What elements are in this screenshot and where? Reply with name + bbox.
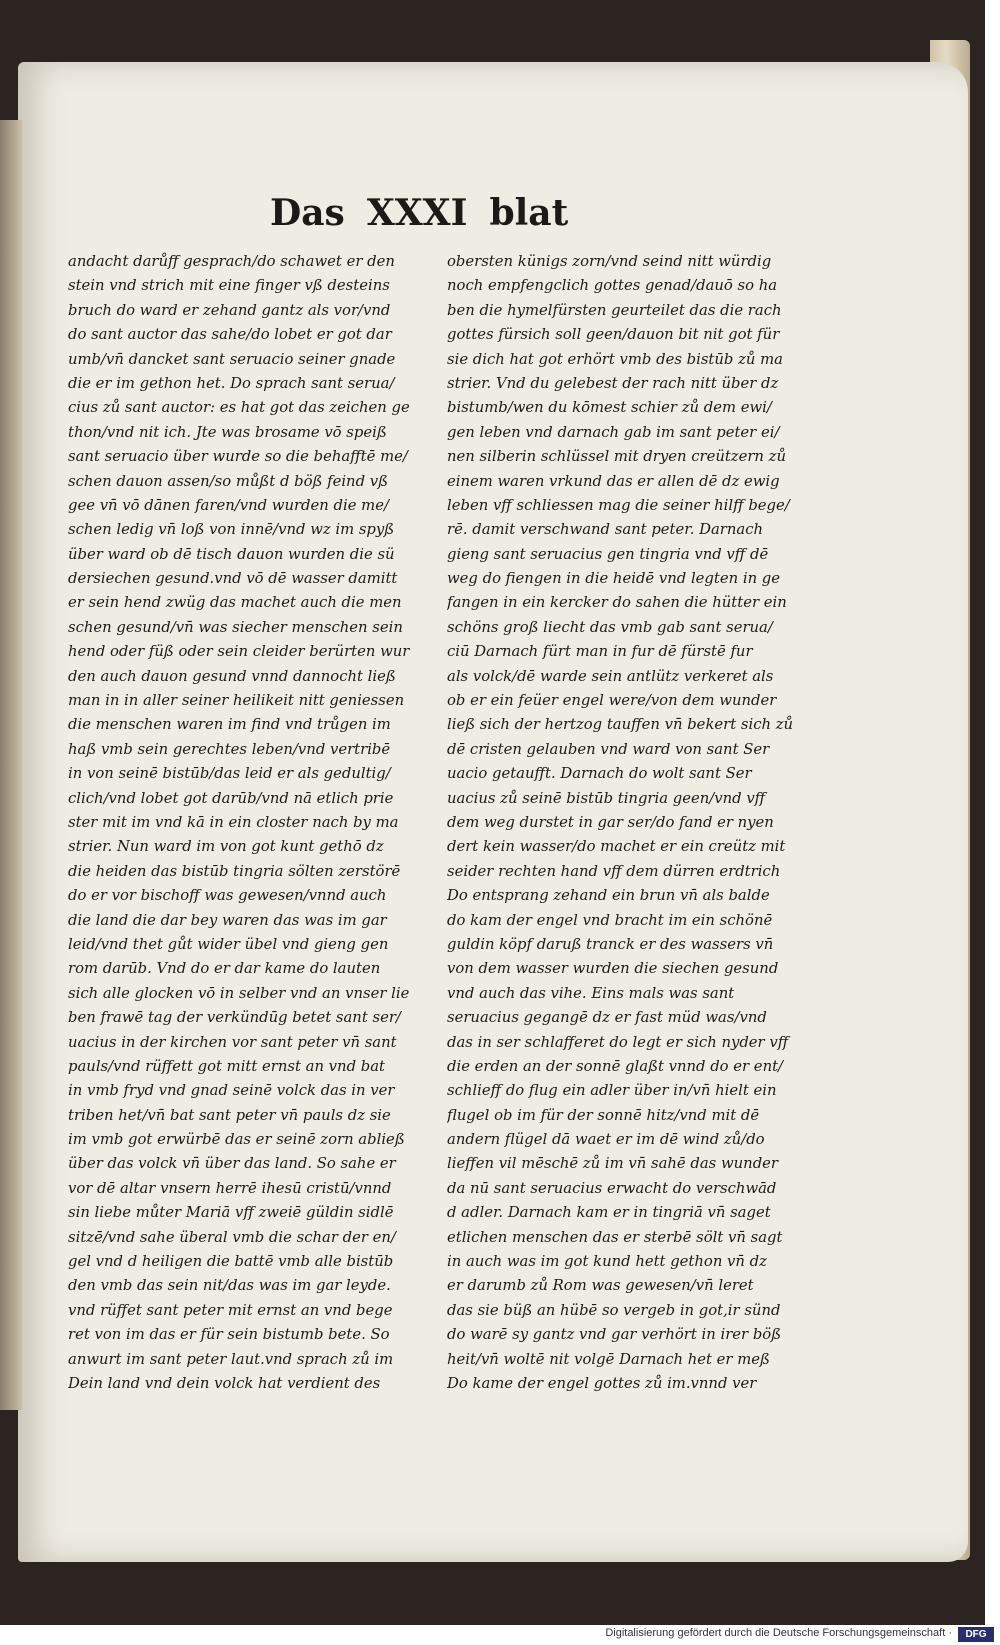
text-line: das in ser schlafferet do legt er sich nyder vff xyxy=(447,1033,789,1051)
text-line: über das volck vn̄ über das land. So sahe er xyxy=(68,1155,396,1173)
text-line: seider rechten hand vff dem dürren erdtrich xyxy=(447,862,781,880)
text-column-right xyxy=(447,250,805,1396)
header-word-blat: blat xyxy=(489,192,569,234)
text-line: in auch was im got kund hett gethon vn̄ dz xyxy=(447,1253,767,1271)
text-line: sitzē/vnd sahe überal vmb die schar der en/ xyxy=(68,1228,396,1246)
text-line: d adler. Darnach kam er in tingriā vn̄ saget xyxy=(447,1204,771,1222)
text-line: do er vor bischoff was gewesen/vnnd auch xyxy=(68,887,387,905)
dfg-logo: DFG xyxy=(958,1627,994,1642)
text-line: das sie büß an hübē so vergeb in got,ir sünd xyxy=(447,1301,781,1319)
text-line: rē. damit verschwand sant peter. Darnach xyxy=(447,521,764,539)
text-line: als volck/dē warde sein antlütz verkeret als xyxy=(447,667,774,685)
text-line: im vmb got erwürbē das er seinē zorn abließ xyxy=(68,1131,405,1149)
text-line: gieng sant seruacius gen tingria vnd vff dē xyxy=(447,545,769,563)
text-line: er darumb zů Rom was gewesen/vn̄ leret xyxy=(447,1277,754,1295)
text-line: strier. Nun ward im von got kunt gethō dz xyxy=(68,838,384,856)
text-line: Do kame der engel gottes zů im.vnnd ver xyxy=(447,1374,757,1392)
text-line: flugel ob im für der sonnē hitz/vnd mit dē xyxy=(447,1106,760,1124)
text-line: man in in aller seiner heilikeit nitt geniessen xyxy=(68,692,405,710)
text-line: sie dich hat got erhört vmb des bistūb zů ma xyxy=(447,350,783,368)
text-line: hend oder füß oder sein cleider berürten wur xyxy=(68,643,410,661)
text-line: ob er ein feüer engel were/von dem wunder xyxy=(447,692,777,710)
text-line: dersiechen gesund.vnd vō dē wasser damitt xyxy=(68,570,398,588)
text-line: schlieff do flug ein adler über in/vn̄ hielt ein xyxy=(447,1082,777,1100)
text-line: die erden an der sonnē glaßt vnnd do er ent/ xyxy=(447,1057,784,1075)
text-line: do kam der engel vnd bracht im ein schönē xyxy=(447,911,773,929)
footer-bar xyxy=(0,1625,1000,1645)
text-line: pauls/vnd rüffett got mitt ernst an vnd bat xyxy=(68,1057,385,1075)
text-line: vnd rüffet sant peter mit ernst an vnd bege xyxy=(68,1301,393,1319)
text-line: nen silberin schlüssel mit dryen creützern zů xyxy=(447,448,786,466)
text-line: bruch do ward er zehand gantz als vor/vnd xyxy=(68,301,391,319)
text-line: haß vmb sein gerechtes leben/vnd vertribē xyxy=(68,740,391,758)
text-line: schen gesund/vn̄ was siecher menschen sein xyxy=(68,618,403,636)
text-line: guldin köpf daruß tranck er des wassers vn̄ xyxy=(447,935,774,953)
text-line: dem weg durstet in gar ser/do fand er nyen xyxy=(447,813,774,831)
text-line: ciū Darnach fürt man in fur dē fürstē fur xyxy=(447,643,753,661)
text-line: uacius in der kirchen vor sant peter vn̄ sant xyxy=(68,1033,397,1051)
text-line: etlichen menschen das er sterbē sölt vn̄ sagt xyxy=(447,1228,783,1246)
text-line: umb/vn̄ dancket sant seruacio seiner gnade xyxy=(68,350,396,368)
text-line: gee vn̄ vō dānen faren/vnd wurden die me/ xyxy=(68,496,389,514)
text-line: vnd auch das vihe. Eins mals was sant xyxy=(447,984,735,1002)
text-line: obersten künigs zorn/vnd seind nitt würdig xyxy=(447,253,772,270)
text-line: stein vnd strich mit eine finger vß desteins xyxy=(68,277,390,295)
text-line: ret von im das er für sein bistumb bete. So xyxy=(68,1326,390,1344)
page-header xyxy=(270,192,590,240)
text-line: fangen in ein kercker do sahen die hütter ein xyxy=(447,594,787,612)
text-line: die land die dar bey waren das was im gar xyxy=(68,911,387,929)
text-line: ben die hymelfürsten geurteilet das die rach xyxy=(447,301,782,319)
text-line: anwurt im sant peter laut.vnd sprach zů im xyxy=(68,1350,394,1368)
text-line: weg do fiengen in die heidē vnd legten in ge xyxy=(447,570,781,588)
text-line: leid/vnd thet gůt wider übel vnd gieng gen xyxy=(68,935,389,953)
text-line: sant seruacio über wurde so die behafftē me/ xyxy=(68,448,408,466)
text-column-left xyxy=(68,250,418,1396)
text-line: über ward ob dē tisch dauon wurden die sü xyxy=(68,545,395,563)
text-line: da nū sant seruacius erwacht do verschwād xyxy=(447,1179,777,1197)
header-folio-numeral: XXXI xyxy=(366,192,468,234)
text-line: cius zů sant auctor: es hat got das zeichen ge xyxy=(68,399,410,417)
text-line: Do entsprang zehand ein brun vn̄ als balde xyxy=(447,887,770,905)
text-line: sin liebe můter Mariā vff zweiē güldin sidlē xyxy=(68,1204,394,1222)
text-line: die menschen waren im find vnd trůgen im xyxy=(68,716,391,734)
text-line: schöns groß liecht das vmb gab sant serua/ xyxy=(447,618,773,636)
text-line: den auch dauon gesund vnnd dannocht ließ xyxy=(68,667,396,685)
text-line: do warē sy gantz vnd gar verhört in irer böß xyxy=(447,1326,782,1344)
text-line: ben frawē tag der verkündūg betet sant ser/ xyxy=(68,1009,401,1027)
text-line: clich/vnd lobet got darūb/vnd nā etlich prie xyxy=(68,789,394,807)
text-line: strier. Vnd du gelebest der rach nitt über dz xyxy=(447,374,779,392)
text-line: in vmb fryd vnd gnad seinē volck das in ver xyxy=(68,1082,395,1100)
text-line: uacio getaufft. Darnach do wolt sant Ser xyxy=(447,765,752,783)
text-line: leben vff schliessen mag die seiner hilff bege/ xyxy=(447,496,790,514)
text-line: schen ledig vn̄ loß von innē/vnd wz im spyß xyxy=(68,521,395,539)
text-line: die heiden das bistūb tingria sölten zerstörē xyxy=(68,862,401,880)
text-line: die er im gethon het. Do sprach sant serua/ xyxy=(68,374,395,392)
text-line: do sant auctor das sahe/do lobet er got dar xyxy=(68,326,392,344)
text-line: dē cristen gelauben vnd ward von sant Ser xyxy=(447,740,770,758)
text-line: lieffen vil mēschē zů im vn̄ sahē das wunder xyxy=(447,1155,778,1173)
text-line: andern flügel dā waet er im dē wind zů/do xyxy=(447,1131,765,1149)
text-line: ster mit im vnd kā in ein closter nach by ma xyxy=(68,813,399,831)
text-line: gottes fürsich soll geen/dauon bit nit got für xyxy=(447,326,780,344)
text-line: andacht darůff gesprach/do schawet er den xyxy=(68,253,395,270)
text-line: schen dauon assen/so můßt d böß feind vß xyxy=(68,472,389,490)
text-line: noch empfengclich gottes genad/dauō so ha xyxy=(447,277,778,295)
text-line: einem waren vrkund das er allen dē dz ewig xyxy=(447,472,780,490)
text-line: gel vnd d heiligen die battē vmb alle bistūb xyxy=(68,1253,394,1271)
text-line: seruacius gegangē dz er fast müd was/vnd xyxy=(447,1009,767,1027)
footer-credit: Digitalisierung gefördert durch die Deutsche Forschungsgemeinschaft · xyxy=(605,1627,952,1639)
text-line: Dein land vnd dein volck hat verdient des xyxy=(68,1374,381,1392)
text-line: in von seinē bistūb/das leid er als gedultig/ xyxy=(68,765,391,783)
text-line: uacius zů seinē bistūb tingria geen/vnd vff xyxy=(447,789,766,807)
text-line: heit/vn̄ woltē nit volgē Darnach het er meß xyxy=(447,1350,770,1368)
text-line: er sein hend zwüg das machet auch die men xyxy=(68,594,402,612)
text-line: thon/vnd nit ich. Jte was brosame vō speiß xyxy=(68,423,387,441)
text-line: ließ sich der hertzog tauffen vn̄ bekert sich zů xyxy=(447,716,794,734)
text-line: rom darūb. Vnd do er dar kame do lauten xyxy=(68,960,381,978)
text-line: sich alle glocken vō in selber vnd an vnser lie xyxy=(68,984,410,1002)
text-line: den vmb das sein nit/das was im gar leyde. xyxy=(68,1277,391,1295)
text-line: vor dē altar vnsern herrē ihesū cristū/vnnd xyxy=(68,1179,392,1197)
text-line: von dem wasser wurden die siechen gesund xyxy=(447,960,779,978)
header-word-das: Das xyxy=(270,192,345,234)
facing-page-edge xyxy=(0,120,22,1410)
text-line: bistumb/wen du kōmest schier zů dem ewi/ xyxy=(447,399,772,417)
text-line: gen leben vnd darnach gab im sant peter ei/ xyxy=(447,423,780,441)
text-line: triben het/vn̄ bat sant peter vn̄ pauls dz sie xyxy=(68,1106,391,1124)
text-line: dert kein wasser/do machet er ein creütz mit xyxy=(447,838,786,856)
